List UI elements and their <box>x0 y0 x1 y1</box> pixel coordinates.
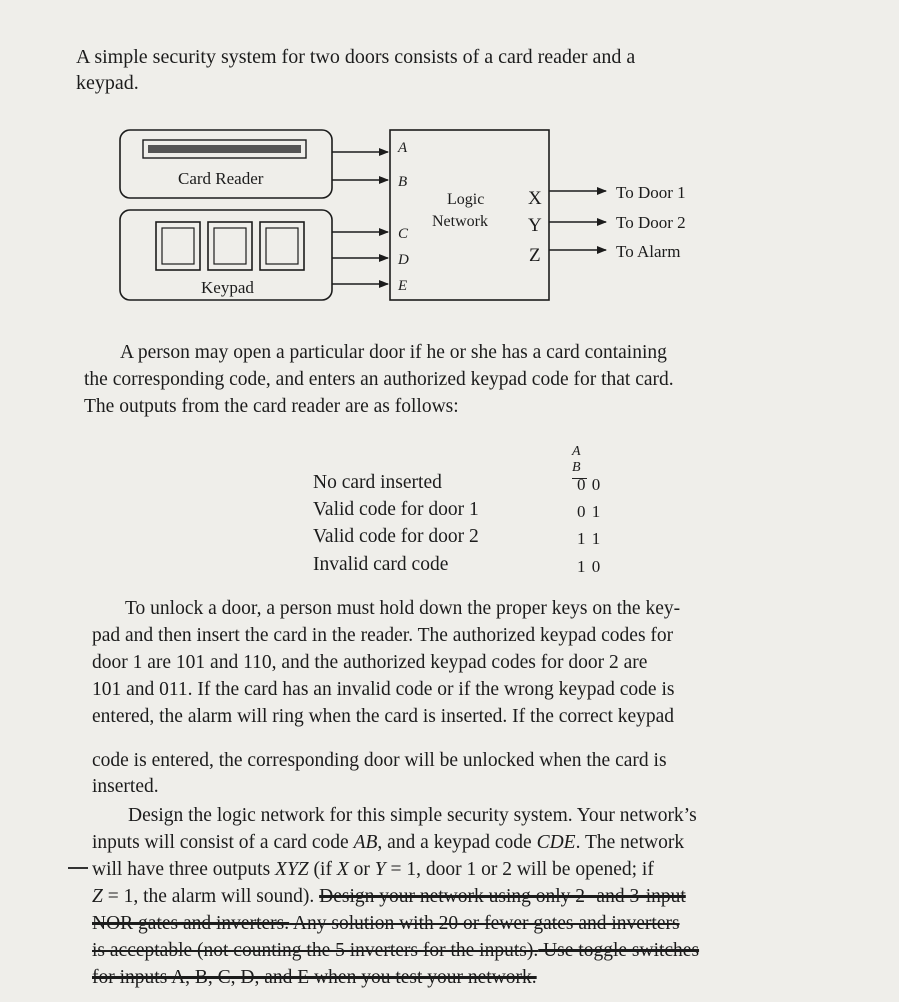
para4-line-4: Z = 1, the alarm will sound). Design your network using only 2- and 3-input <box>92 886 686 907</box>
table-row-label: Invalid card code <box>313 554 449 575</box>
to-door-2-label: To Door 2 <box>616 213 686 232</box>
input-c-label: C <box>398 226 409 242</box>
table-row-value: 1 1 <box>577 529 602 548</box>
para4-line-6 <box>92 938 699 965</box>
para4-line-1: Design the logic network for this simple security system. Your network’s <box>128 805 697 826</box>
input-d-label: D <box>398 252 409 268</box>
para2-line-1: To unlock a door, a person must hold down the proper keys on the key- <box>125 598 681 619</box>
output-x-label: X <box>528 188 542 209</box>
table-row-value: 0 1 <box>577 502 602 521</box>
para4-line-3: will have three outputs XYZ (if X or Y = 1, door 1 or 2 will be opened; if <box>92 859 654 880</box>
para4-line-2: inputs will consist of a card code AB, and a keypad code CDE. The network <box>92 832 685 853</box>
para4-line-7 <box>92 965 537 992</box>
input-a-label: A <box>398 140 408 156</box>
struck-text: Any solution with 20 or fewer gates and inverters <box>289 913 680 934</box>
output-z-label: Z <box>529 245 541 266</box>
para2-line-3: door 1 are 101 and 110, and the authorized keypad codes for door 2 are <box>92 652 648 673</box>
keypad-label: Keypad <box>201 278 254 297</box>
para1-line-3: The outputs from the card reader are as follows: <box>84 396 459 417</box>
to-door-1-label: To Door 1 <box>616 183 686 202</box>
struck-text: Design your network using only 2- and 3-input <box>319 886 686 907</box>
para2-line-5: entered, the alarm will ring when the card is inserted. If the correct keypad <box>92 706 675 727</box>
struck-text: for inputs A, B, C, D, and E when you test your network. <box>92 967 537 988</box>
margin-dash <box>68 867 88 869</box>
table-header: A B <box>572 444 587 479</box>
table-row-value: 0 0 <box>577 475 602 494</box>
struck-text: Use toggle switches <box>538 940 700 961</box>
table-row-label: Valid code for door 2 <box>313 526 479 547</box>
para2-line-2: pad and then insert the card in the reader. The authorized keypad codes for <box>92 625 674 646</box>
keypad-box <box>120 210 332 300</box>
block-diagram <box>110 128 730 313</box>
struck-text: NOR gates and inverters. <box>92 913 290 934</box>
para1-line-2: the corresponding code, and enters an authorized keypad code for that card. <box>84 369 674 390</box>
intro-line-2: keypad. <box>76 72 139 94</box>
table-row-label: No card inserted <box>313 472 442 493</box>
table-row-label: Valid code for door 1 <box>313 499 479 520</box>
para3-line-2: inserted. <box>92 776 159 797</box>
struck-text: is acceptable (not counting the 5 inverters for the inputs). <box>92 940 539 961</box>
para2-line-4: 101 and 011. If the card has an invalid code or if the wrong keypad code is <box>92 679 675 700</box>
para1-line-1: A person may open a particular door if he or she has a card containing <box>120 342 667 363</box>
para3-line-1: code is entered, the corresponding door will be unlocked when the card is <box>92 750 667 771</box>
card-reader-label: Card Reader <box>178 169 264 188</box>
para4-line-5 <box>92 911 680 938</box>
logic-label: Logic <box>447 191 485 208</box>
table-row-value: 1 0 <box>577 557 602 576</box>
input-e-label: E <box>398 278 408 294</box>
network-label: Network <box>432 213 488 230</box>
card-reader-box <box>120 130 332 198</box>
output-y-label: Y <box>528 215 542 236</box>
intro-line-1: A simple security system for two doors consists of a card reader and a <box>76 46 636 68</box>
input-b-label: B <box>398 174 408 190</box>
to-alarm-label: To Alarm <box>616 242 681 261</box>
